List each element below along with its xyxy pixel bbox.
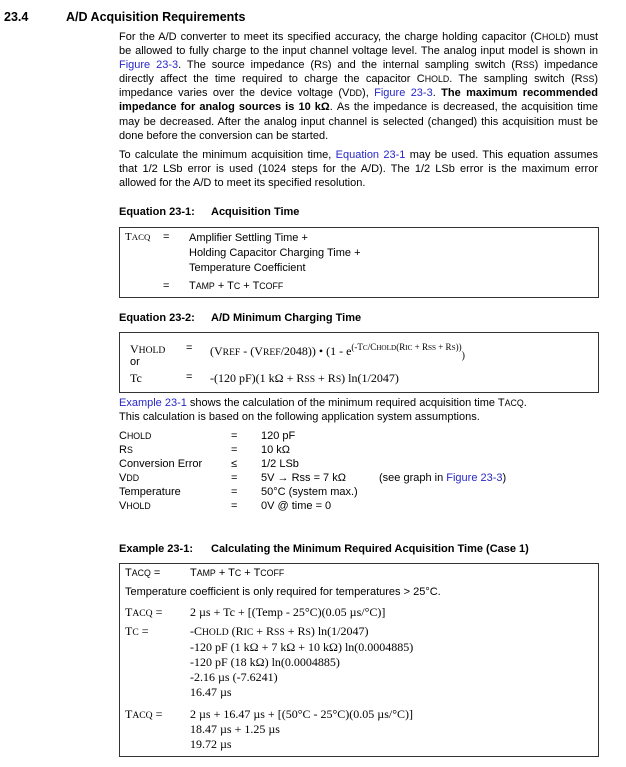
figure-23-3-link-2[interactable]: Figure 23-3 [374, 87, 433, 100]
equation-23-2-caption: Equation 23-2: A/D Minimum Charging Time [119, 312, 362, 324]
equation-23-1-caption: Equation 23-1: Acquisition Time [119, 206, 300, 218]
acquisition-paragraph: To calculate the minimum acquisition time, Equation 23-1 may be used. This equation assumes that 1/2 LSb error is used (1024 steps for the A/D). The 1/2 LSb error is the maximum error allowed for the A/D to meet its specified resolution. [119, 149, 598, 190]
assumption-row: Conversion Error ≤ 1/2 LSb [119, 458, 299, 470]
section-number: 23.4 [4, 10, 29, 24]
assumption-row: Temperature = 50°C (system max.) [119, 486, 358, 498]
equals-sign-2: = [163, 280, 170, 292]
assumption-row: VDD = 5V → Rss = 7 kΩ (see graph in Figure 23-3) [119, 472, 507, 484]
tacq-formula: 2 µs + Tc + [(Temp - 25°C)(0.05 µs/°C)] [190, 605, 386, 619]
tacq-calculation: 2 µs + 16.47 µs + [(50°C - 25°C)(0.05 µs/°C)] 18.47 µs + 1.25 µs 19.72 µs [190, 707, 414, 751]
assumption-row: VHOLD = 0V @ time = 0 [119, 500, 332, 512]
or-label: or [130, 356, 140, 368]
tacq-label-2: TACQ = [125, 605, 163, 619]
equation-23-1-box [119, 227, 599, 298]
example-23-1-caption: Example 23-1: Calculating the Minimum Required Acquisition Time (Case 1) [119, 543, 529, 555]
tacq-label: TACQ [125, 231, 151, 243]
equals-sign-2: = [186, 371, 193, 383]
assumption-row: CHOLD = 120 pF [119, 430, 296, 442]
equals-sign: = [163, 231, 170, 243]
figure-23-3-link[interactable]: Figure 23-3 [119, 59, 179, 72]
tc-label: TC = [125, 624, 149, 638]
assumptions-intro: Example 23-1 shows the calculation of the minimum required acquisition time TACQ. This calculation is based on the following application system assumptions. [119, 397, 527, 423]
equation-23-2-box [119, 332, 599, 393]
example-23-1-box [119, 563, 599, 757]
tc-calculation: -CHOLD (RIC + RSS + RS) ln(1/2047) -120 pF (1 kΩ + 7 kΩ + 10 kΩ) ln(0.0004885) -120 pF (18 kΩ) ln(0.0004885) -2.16 µs (-7.6241) 16.47 µs [190, 624, 414, 699]
assumptions-table [119, 429, 506, 513]
equals-sign: = [186, 342, 193, 354]
tacq-label-3: TACQ = [125, 707, 163, 721]
tacq-expression: TAMP + TC + TCOFF [190, 567, 285, 579]
equation-23-1-link[interactable]: Equation 23-1 [335, 149, 406, 161]
example-23-1-link[interactable]: Example 23-1 [119, 397, 187, 409]
intro-paragraph: For the A/D converter to meet its specified accuracy, the charge holding capacitor (CHOLD) must be allowed to fully charge to the input channel voltage level. The analog input model is shown in Figure 23-3. The source impedance (RS) and the internal sampling switch (RSS) impedance directly affect the time required to charge the capacitor CHOLD. The sampling switch (RSS) impedance varies over the device voltage (VDD), Figure 23-3. The maximum recommended impedance for analog sources is 10 kΩ. As the impedance is decreased, the acquisition time may be decreased. After the analog input channel is selected (changed) this acquisition must be done before the conversion can be started. [119, 31, 599, 142]
figure-23-3-link-3[interactable]: Figure 23-3 [446, 472, 503, 484]
tacq-components: Amplifier Settling Time + Holding Capacitor Charging Time + Temperature Coefficient [189, 232, 361, 274]
tacq-label: TACQ = [125, 567, 161, 579]
vhold-label: VHOLD [130, 342, 166, 356]
assumption-row: RS = 10 kΩ [119, 444, 291, 456]
tacq-result: TAMP + TC + TCOFF [189, 280, 284, 292]
max-impedance-note: The maximum recommended impedance for analog sources is 10 kΩ [119, 87, 598, 114]
section-title: A/D Acquisition Requirements [66, 10, 246, 24]
tc-label: Tc [130, 371, 142, 385]
temperature-note: Temperature coefficient is only required for temperatures > 25°C. [125, 586, 441, 598]
vhold-formula: (VREF - (VREF/2048)) • ($1 - e^{(-TC/CHOLD(RIC + RSS + RS))}_)$ [210, 342, 465, 362]
tc-formula: -(120 pF)(1 kΩ + RSS + RS) ln(1/2047) [210, 371, 399, 385]
